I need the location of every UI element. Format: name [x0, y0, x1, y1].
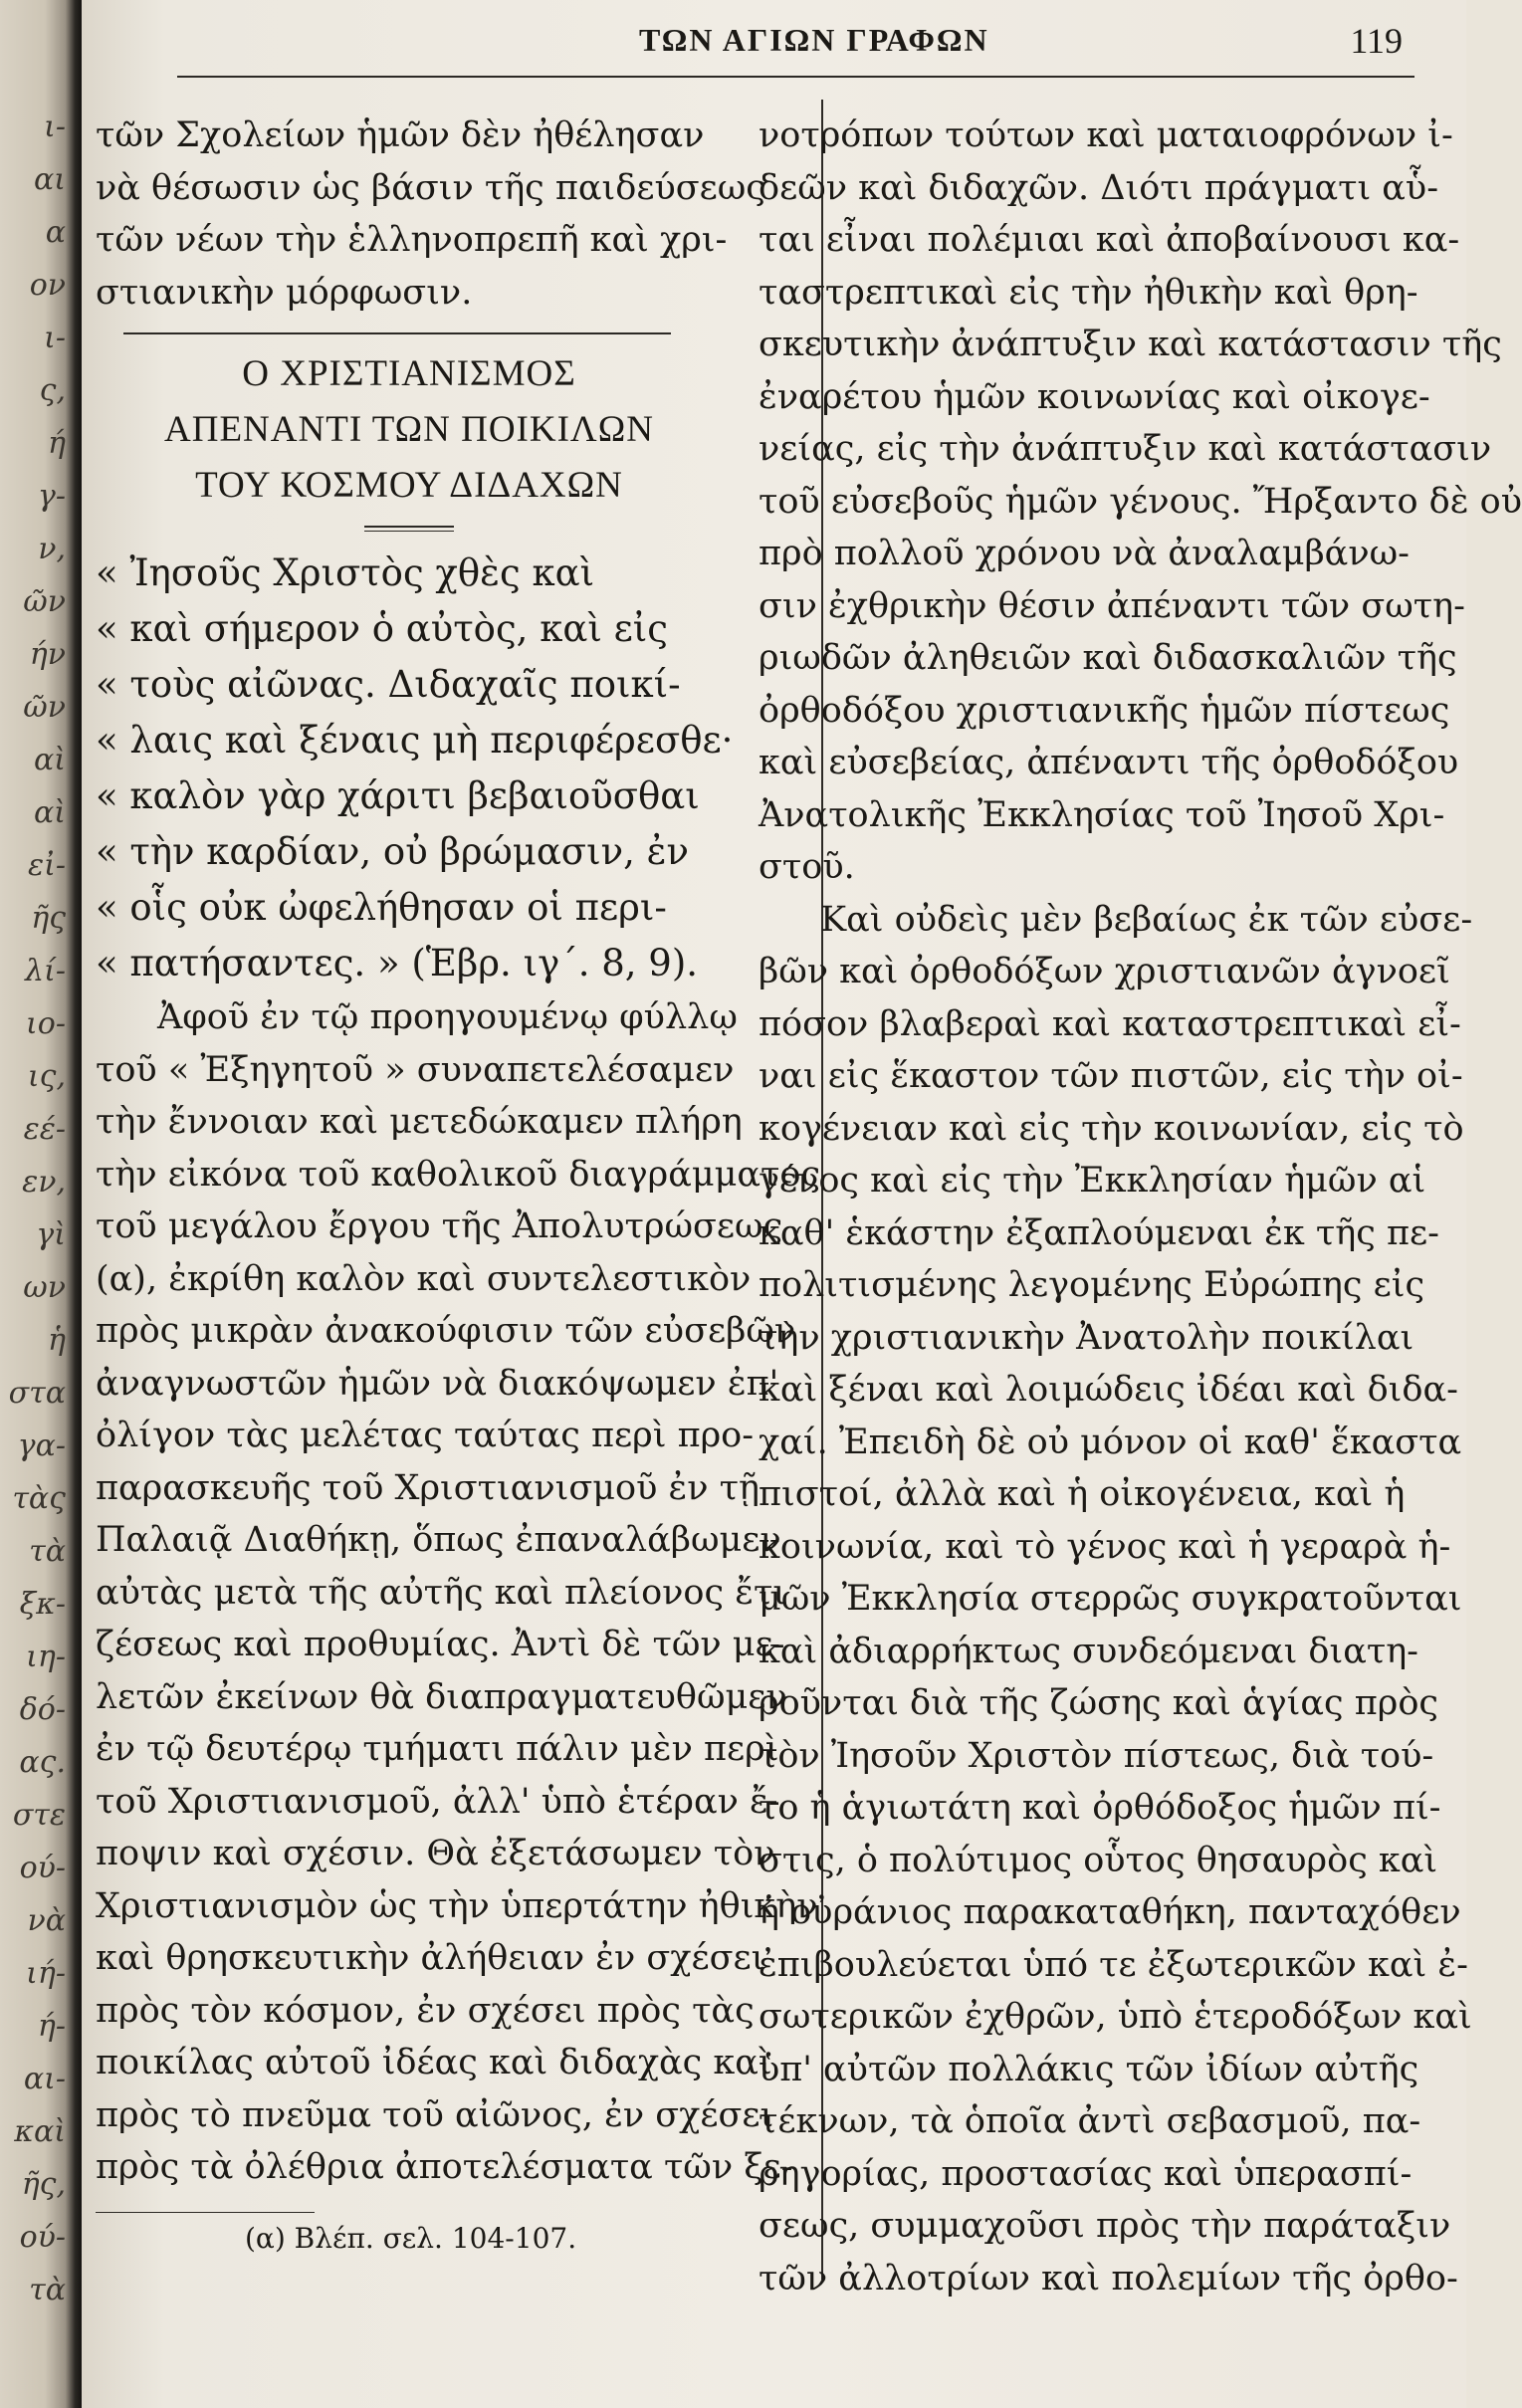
quote-line: « τοὺς αἰῶνας. Διδαχαῖς ποικί- [96, 663, 681, 706]
margin-fragment: καὶ [14, 2114, 66, 2149]
margin-fragment: ων [23, 1270, 66, 1305]
text-line: τὸν Ἰησοῦν Χριστὸν πίστεως, διὰ τού- [759, 1735, 1434, 1776]
text-line: ζέσεως καὶ προθυμίας. Ἀντὶ δὲ τῶν με- [96, 1625, 785, 1664]
margin-fragment: γ- [37, 479, 66, 514]
margin-fragment: ιο- [26, 1006, 66, 1041]
text-line: τοῦ εὐσεβοῦς ἡμῶν γένους. Ἤρξαντο δὲ οὐ [759, 481, 1522, 522]
margin-fragment: ήν [29, 637, 66, 672]
margin-fragment: εέ- [23, 1112, 66, 1147]
margin-fragment: ξκ- [19, 1587, 66, 1622]
text-line: δεῶν καὶ διδαχῶν. Διότι πράγματι αὗ- [759, 167, 1439, 208]
quote-line: « οἷς οὐκ ὠφελήθησαν οἱ περι- [96, 886, 667, 929]
text-line: ἡ οὐράνιος παρακαταθήκη, πανταχόθεν [759, 1892, 1461, 1932]
text-line: ρηγορίας, προστασίας καὶ ὑπερασπί- [759, 2153, 1413, 2194]
text-line: ποικίλας αὐτοῦ ἰδέας καὶ διδαχὰς καὶ [96, 2043, 772, 2082]
text-line: πρὸς μικρὰν ἀνακούφισιν τῶν εὐσεβῶν [96, 1311, 796, 1351]
text-line: σεως, συμμαχοῦσι πρὸς τὴν παράταξιν [759, 2206, 1451, 2246]
text-line: στοῦ. [759, 847, 855, 887]
text-line: Ἀφοῦ ἐν τῷ προηγουμένῳ φύλλῳ [157, 997, 738, 1037]
text-line: τέκνων, τὰ ὁποῖα ἀντὶ σεβασμοῦ, πα- [759, 2101, 1421, 2141]
text-line: καὶ ξέναι καὶ λοιμώδεις ἰδέαι καὶ διδα- [759, 1370, 1458, 1410]
text-line: Ἀνατολικῆς Ἐκκλησίας τοῦ Ἰησοῦ Χρι- [759, 794, 1445, 835]
paragraph-continued [759, 109, 1522, 894]
text-line: κογένειαν καὶ εἰς τὴν κοινωνίαν, εἰς τὸ [759, 1108, 1464, 1149]
margin-fragment: ιή- [26, 1956, 66, 1991]
margin-fragment: τὰ [29, 1534, 66, 1569]
text-line: πολιτισμένης λεγομένης Εὐρώπης εἰς [759, 1265, 1425, 1305]
margin-fragment: ή [48, 426, 66, 461]
text-line: τοῦ Χριστιανισμοῦ, ἀλλ' ὑπὸ ἑτέραν ἔ- [96, 1781, 780, 1822]
text-line: κοινωνία, καὶ τὸ γένος καὶ ἡ γεραρὰ ἡ- [759, 1526, 1451, 1567]
text-line: καθ' ἑκάστην ἐξαπλούμεναι ἐκ τῆς πε- [759, 1212, 1439, 1253]
margin-fragment: αι- [23, 2062, 66, 2096]
margin-fragment: λί- [25, 954, 66, 988]
margin-fragment: ῆς, [21, 2167, 66, 2202]
heading-ornament [364, 526, 454, 532]
paragraph [759, 894, 1473, 2305]
margin-fragment: εν, [22, 1165, 66, 1200]
margin-fragment: ή- [37, 2009, 66, 2044]
text-line: ἀναγνωστῶν ἡμῶν νὰ διακόψωμεν ἐπ' [96, 1363, 779, 1404]
text-line: ὀλίγον τὰς μελέτας ταύτας περὶ προ- [96, 1416, 755, 1455]
margin-fragment: νὰ [27, 1903, 66, 1938]
section-divider [123, 332, 671, 334]
text-line: μῶν Ἐκκλησία στερρῶς συγκρατοῦνται [759, 1579, 1462, 1619]
text-line: ναι εἰς ἕκαστον τῶν πιστῶν, εἰς τὴν οἰ- [759, 1056, 1463, 1096]
text-line: ὑπ' αὐτῶν πολλάκις τῶν ἰδίων αὐτῆς [759, 2049, 1419, 2089]
section-heading [96, 346, 723, 514]
text-line: νὰ θέσωσιν ὡς βάσιν τῆς παιδεύσεως [96, 167, 765, 208]
margin-fragment: αὶ [33, 795, 66, 830]
text-line: στιανικὴν μόρφωσιν. [96, 272, 473, 313]
text-line: ὀρθοδόξου χριστιανικῆς ἡμῶν πίστεως [759, 690, 1450, 731]
margin-fragment: ῶν [23, 690, 66, 725]
heading-line: ΑΠΕΝΑΝΤΙ ΤΩΝ ΠΟΙΚΙΛΩΝ [164, 409, 654, 450]
margin-fragment: ῆς [31, 901, 66, 936]
margin-fragment: τὰς [12, 1481, 66, 1516]
footnote: (α) Βλέπ. σελ. 104-107. [245, 2221, 577, 2255]
text-line: πόσον βλαβεραὶ καὶ καταστρεπτικαὶ εἶ- [759, 1003, 1461, 1044]
text-line: στις, ὁ πολύτιμος οὗτος θησαυρὸς καὶ [759, 1840, 1438, 1880]
text-line: το ἡ ἁγιωτάτη καὶ ὀρθόδοξος ἡμῶν πί- [759, 1788, 1441, 1828]
intro-text [96, 109, 765, 319]
text-line: χαί. Ἐπειδὴ δὲ οὐ μόνον οἱ καθ' ἕκαστα [759, 1422, 1462, 1462]
quote-line: « καλὸν γὰρ χάριτι βεβαιοῦσθαι [96, 774, 700, 817]
text-line: πρὸς τὸν κόσμον, ἐν σχέσει πρὸς τὰς [96, 1990, 755, 2031]
margin-fragment: γα- [17, 1428, 66, 1463]
margin-fragment: ἡ [48, 1323, 66, 1358]
text-line: σκευτικὴν ἀνάπτυξιν καὶ κατάστασιν τῆς [759, 325, 1502, 364]
quote-line: « πατήσαντες. » (Ἑβρ. ιγ΄. 8, 9). [96, 942, 699, 985]
text-line: σωτερικῶν ἐχθρῶν, ὑπὸ ἑτεροδόξων καὶ [759, 1997, 1472, 2037]
text-line: ἐναρέτου ἡμῶν κοινωνίας καὶ οἰκογε- [759, 376, 1430, 417]
text-line: νοτρόπων τούτων καὶ ματαιοφρόνων ἰ- [759, 115, 1453, 155]
text-line: ταστρεπτικαὶ εἰς τὴν ἠθικὴν καὶ θρη- [759, 272, 1418, 313]
margin-fragment: γὶ [36, 1217, 66, 1252]
heading-line: ΤΟΥ ΚΟΣΜΟΥ ΔΙΔΑΧΩΝ [195, 465, 623, 506]
body-paragraph [96, 991, 821, 2194]
text-line: ἐπιβουλεύεται ὑπό τε ἐξωτερικῶν καὶ ἐ- [759, 1944, 1468, 1985]
header-rule [177, 76, 1414, 78]
quote-line: « τὴν καρδίαν, οὐ βρώμασιν, ἐν [96, 830, 689, 873]
text-line: τοῦ μεγάλου ἔργου τῆς Ἀπολυτρώσεως [96, 1206, 783, 1246]
text-line: βῶν καὶ ὀρθοδόξων χριστιανῶν ἀγνοεῖ [759, 952, 1450, 991]
quote-line: « λαις καὶ ξέναις μὴ περιφέρεσθε· [96, 719, 734, 762]
margin-fragment: αὶ [33, 743, 66, 777]
text-line: Καὶ οὐδεὶς μὲν βεβαίως ἐκ τῶν εὐσε- [820, 899, 1473, 940]
text-line: τὴν εἰκόνα τοῦ καθολικοῦ διαγράμματος [96, 1154, 821, 1195]
text-line: τῶν νέων τὴν ἑλληνοπρεπῆ καὶ χρι- [96, 220, 728, 260]
margin-fragment: εἰ- [28, 848, 66, 883]
text-line: τοῦ « Ἐξηγητοῦ » συναπετελέσαμεν [96, 1049, 735, 1090]
text-line: παρασκευῆς τοῦ Χριστιανισμοῦ ἐν τῇ [96, 1467, 761, 1508]
margin-fragment: ας. [19, 1745, 66, 1780]
text-line: πρὸς τὸ πνεῦμα τοῦ αἰῶνος, ἐν σχέσει [96, 2094, 774, 2135]
margin-fragment: ού- [19, 1851, 66, 1885]
margin-fragment: ῶν [23, 584, 66, 619]
margin-fragment: ού- [19, 2220, 66, 2255]
text-line: τῶν Σχολείων ἡμῶν δὲν ἠθέλησαν [96, 115, 705, 155]
margin-fragment: ς, [39, 373, 66, 408]
adjacent-page-margin [0, 0, 82, 2408]
text-line: σιν ἐχθρικὴν θέσιν ἀπέναντι τῶν σωτη- [759, 585, 1465, 626]
text-line: πιστοί, ἀλλὰ καὶ ἡ οἰκογένεια, καὶ ἡ [759, 1474, 1406, 1514]
margin-fragment: αι [33, 162, 66, 197]
text-line: καὶ θρησκευτικὴν ἀλήθειαν ἐν σχέσει [96, 1938, 765, 1978]
text-line: τῶν ἀλλοτρίων καὶ πολεμίων τῆς ὀρθο- [759, 2258, 1458, 2299]
text-line: ροῦνται διὰ τῆς ζώσης καὶ ἁγίας πρὸς [759, 1683, 1439, 1723]
margin-fragment: ι- [44, 321, 66, 355]
running-head: ΤΩΝ ΑΓΙΩΝ ΓΡΑΦΩΝ [639, 22, 989, 58]
quote-line: « Ἰησοῦς Χριστὸς χθὲς καὶ [96, 551, 595, 594]
margin-fragment: ιη- [26, 1640, 66, 1674]
margin-fragment: ον [29, 268, 66, 303]
text-line: Χριστιανισμὸν ὡς τὴν ὑπερτάτην ἠθικὴν [96, 1885, 818, 1926]
text-line: ποψιν καὶ σχέσιν. Θὰ ἐξετάσωμεν τὸν [96, 1834, 775, 1873]
margin-fragment: δό- [19, 1692, 66, 1727]
text-line: πρὸς τὰ ὀλέθρια ἀποτελέσματα τῶν ξε- [96, 2147, 793, 2187]
text-line: τὴν χριστιανικὴν Ἀνατολὴν ποικίλαι [759, 1317, 1414, 1358]
margin-fragment: στε [12, 1798, 66, 1833]
text-line: (α), ἐκρίθη καλὸν καὶ συντελεστικὸν [96, 1258, 752, 1299]
margin-fragment: ις, [27, 1059, 66, 1094]
margin-fragment: α [45, 215, 66, 250]
epigraph-quote [96, 546, 734, 991]
text-line: γένος καὶ εἰς τὴν Ἐκκλησίαν ἡμῶν αἱ [759, 1161, 1426, 1201]
text-line: νείας, εἰς τὴν ἀνάπτυξιν καὶ κατάστασιν [759, 429, 1492, 469]
text-line: αὐτὰς μετὰ τῆς αὐτῆς καὶ πλείονος ἔτι [96, 1572, 787, 1613]
text-line: λετῶν ἐκείνων θὰ διαπραγματευθῶμεν [96, 1676, 787, 1717]
footnote-rule [96, 2212, 315, 2213]
text-line: ριωδῶν ἀληθειῶν καὶ διδασκαλιῶν τῆς [759, 638, 1457, 678]
text-line: πρὸ πολλοῦ χρόνου νὰ ἀναλαμβάνω- [759, 534, 1410, 573]
page-number: 119 [1350, 21, 1403, 61]
text-line: καὶ ἀδιαρρήκτως συνδεόμεναι διατη- [759, 1631, 1419, 1671]
text-line: Παλαιᾷ Διαθήκῃ, ὅπως ἐπαναλάβωμεν [96, 1520, 781, 1560]
margin-fragment: τὰ [29, 2273, 66, 2307]
margin-fragment: ι- [44, 109, 66, 144]
heading-line: Ο ΧΡΙΣΤΙΑΝΙΣΜΟΣ [242, 353, 576, 394]
right-column [759, 109, 1522, 2304]
text-line: τὴν ἔννοιαν καὶ μετεδώκαμεν πλήρη [96, 1102, 743, 1142]
text-line: ἐν τῷ δευτέρῳ τμήματι πάλιν μὲν περὶ [96, 1729, 779, 1769]
margin-fragment: ν, [38, 532, 66, 566]
text-line: ται εἶναι πολέμιαι καὶ ἀποβαίνουσι κα- [759, 220, 1460, 260]
margin-fragment: στα [8, 1376, 66, 1411]
text-line: καὶ εὐσεβείας, ἀπέναντι τῆς ὀρθοδόξου [759, 743, 1459, 782]
quote-line: « καὶ σήμερον ὁ αὐτὸς, καὶ εἰς [96, 607, 668, 650]
